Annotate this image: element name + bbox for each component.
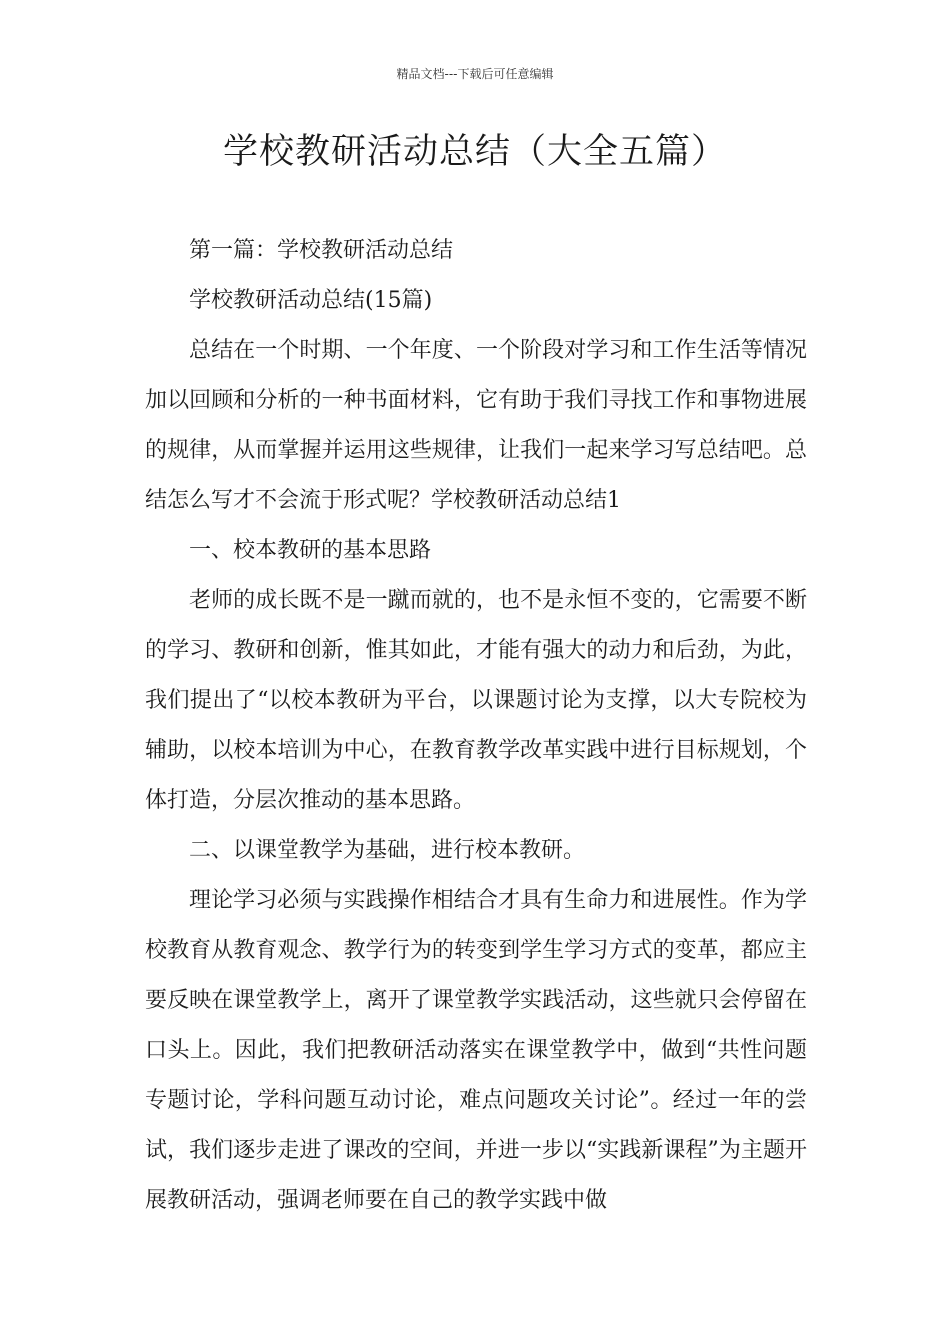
- body-paragraph: 理论学习必须与实践操作相结合才具有生命力和进展性。作为学校教育从教育观念、教学行为的转变到学生学习方式的变革，都应主要反映在课堂教学上，离开了课堂教学实践活动，这些就只会停留在口头上。因此，我们把教研活动落实在课堂教学中，做到“共性问题专题讨论，学科问题互动讨论，难点问题攻关讨论”。经过一年的尝试，我们逐步走进了课改的空间，并进一步以“实践新课程”为主题开展教研活动，强调老师要在自己的教学实践中做: [145, 888, 807, 1213]
- section-heading: 一、校本教研的基本思路: [189, 538, 432, 563]
- header-note: 精品文档---下载后可任意编辑: [396, 67, 554, 81]
- section-heading: 第一篇：学校教研活动总结: [189, 238, 454, 263]
- subtitle-paragraph: 学校教研活动总结(15篇): [189, 288, 433, 313]
- document-title: 学校教研活动总结（大全五篇）: [222, 132, 727, 172]
- section-heading: 二、以课堂教学为基础，进行校本教研。: [189, 838, 586, 863]
- body-paragraph: 总结在一个时期、一个年度、一个阶段对学习和工作生活等情况加以回顾和分析的一种书面材料，它有助于我们寻找工作和事物进展的规律，从而掌握并运用这些规律，让我们一起来学习写总结吧。总结怎么写才不会流于形式呢？学校教研活动总结1: [145, 338, 807, 513]
- document-body: [145, 226, 807, 1226]
- body-paragraph: 老师的成长既不是一蹴而就的，也不是永恒不变的，它需要不断的学习、教研和创新，惟其如此，才能有强大的动力和后劲，为此，我们提出了“以校本教研为平台，以课题讨论为支撑，以大专院校为辅助，以校本培训为中心，在教育教学改革实践中进行目标规划，个体打造，分层次推动的基本思路。: [145, 588, 807, 813]
